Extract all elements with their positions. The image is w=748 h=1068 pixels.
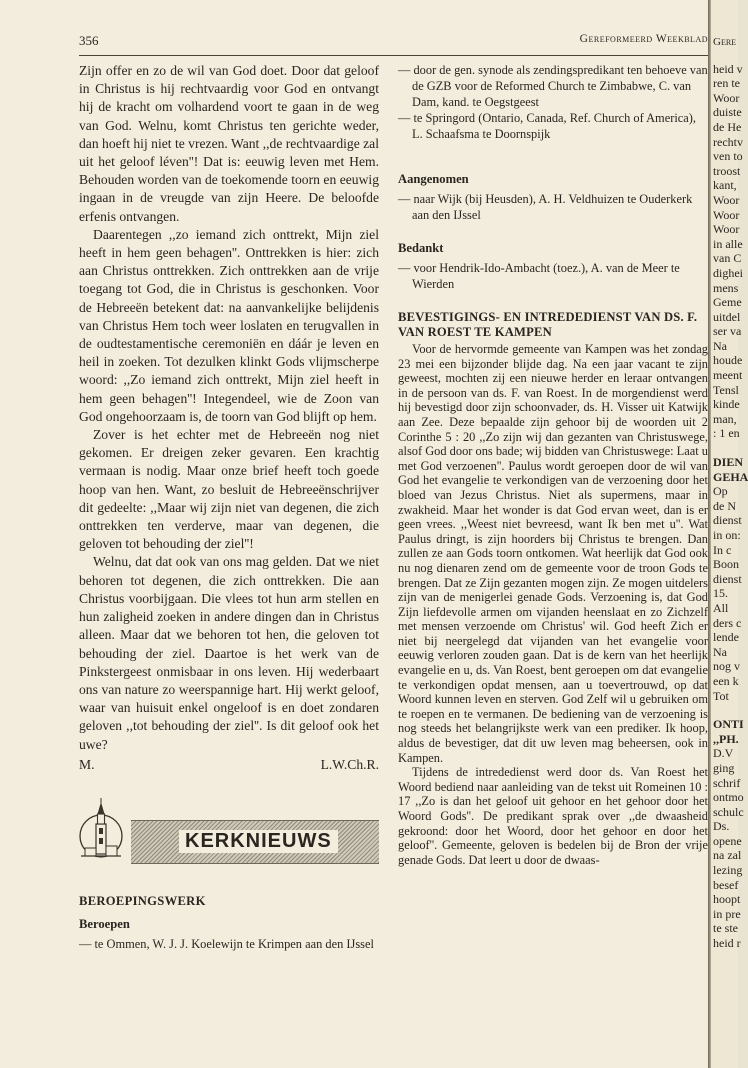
adjacent-text-fragment: dienst	[713, 571, 742, 586]
adjacent-text-fragment: Tot	[713, 688, 729, 703]
sub-heading: Aangenomen	[398, 172, 469, 186]
adjacent-text-fragment: Woor	[713, 222, 740, 237]
aangenomen-block	[398, 172, 708, 223]
article-title: BEVESTIGINGS- EN INTREDEDIENST VAN DS. F. VAN ROEST TE KAMPEN	[398, 310, 698, 339]
adjacent-text-fragment: de N	[713, 498, 736, 513]
adjacent-text-fragment: in pre	[713, 906, 741, 921]
adjacent-text-fragment: : 1 en	[713, 426, 740, 441]
adjacent-text-fragment: nog v	[713, 659, 740, 674]
adjacent-text-fragment: Woor	[713, 90, 740, 105]
signature	[79, 756, 379, 774]
adjacent-text-fragment: meent	[713, 368, 743, 383]
list-item: — naar Wijk (bij Heusden), A. H. Veldhuizen te Ouderkerk aan den IJssel	[398, 192, 693, 222]
right-column	[398, 62, 708, 1042]
adjacent-text-fragment: All	[713, 600, 729, 615]
adjacent-text-fragment: kinde	[713, 397, 740, 412]
adjacent-text-fragment: ders c	[713, 615, 742, 630]
article-paragraph: Tijdens de intrededienst werd door ds. Van Roest het Woord bediend naar aanleiding van de tekst uit Romeinen 10 : 17 ,,Zo is dan het geloof uit gehoor en het gehoor door het Woord Gods''. De predikant sprak over ,,de dwaasheid gekroond: door het Woord, door het gehoor en door het geloof''. Gemeente, geloven is bedelen bij de Bron der vrije genade Gods. Dat leert u door de dwaas-	[398, 765, 708, 867]
adjacent-text-fragment: besef	[713, 877, 739, 892]
list-item: — te Ommen, W. J. J. Koelewijn te Krimpen aan den IJssel	[79, 936, 374, 951]
adjacent-text-fragment: schrif	[713, 775, 741, 790]
adjacent-text-fragment: lende	[713, 630, 739, 645]
adjacent-text-fragment: ven to	[713, 149, 743, 164]
church-tower-icon	[79, 796, 123, 876]
list-item: — door de gen. synode als zendingspredikant ten behoeve van de GZB voor de Reformed Church te Zimbabwe, C. van Dam, kand. te Oegstgeest	[398, 63, 708, 109]
adjacent-text-fragment: D.V	[713, 746, 734, 761]
running-head: Gereformeerd Weekblad	[579, 33, 708, 45]
adjacent-text-fragment: In c	[713, 542, 732, 557]
sub-heading: Bedankt	[398, 241, 444, 255]
adjacent-text-fragment: opene	[713, 833, 742, 848]
adjacent-text-fragment: kant,	[713, 178, 737, 193]
adjacent-text-fragment: hoopt	[713, 892, 741, 907]
adjacent-text-fragment: troost	[713, 163, 741, 178]
adjacent-text-fragment: ser va	[713, 324, 742, 339]
adjacent-text-fragment: Ds.	[713, 819, 730, 834]
adjacent-text-fragment: na zal	[713, 848, 742, 863]
adjacent-text-fragment: ontmo	[713, 790, 744, 805]
page-header	[79, 33, 708, 53]
bedankt-block	[398, 241, 708, 292]
adjacent-text-fragment: ging	[713, 760, 735, 775]
adjacent-text-fragment: in on:	[713, 528, 741, 542]
beroepen-continued	[398, 62, 708, 142]
adjacent-text-fragment: een k	[713, 673, 739, 688]
adjacent-text-fragment: heid v	[713, 61, 743, 76]
adjacent-text-fragment: houde	[713, 353, 743, 368]
page-number: 356	[79, 33, 99, 48]
adjacent-running-head: Gere	[713, 36, 737, 48]
adjacent-text-fragment: DIEN	[713, 455, 744, 470]
sub-heading: Beroepen	[79, 916, 130, 931]
adjacent-text-fragment: ren te	[713, 76, 740, 91]
article-paragraph: Voor de hervormde gemeente van Kampen was het zondag 23 mei een bijzonder blijde dag. Na een jaar vacant te zijn geweest, mochten zij een nieuwe herder en leraar ontvangen in de persoon van ds. F. van Roest. In de morgendienst werd hij bevestigd door zijn schoonvader, ds. H. Visser uit Katwijk aan Zee. Deze bepaalde zijn gehoor bij de woorden uit 2 Corinthe 5 : 20 ,,Zo zijn wij dan gezanten van Christuswege, alsof God door ons bade; wij bidden van Christuswege: Laat u met God verzoenen''. Paulus wordt geroepen door de wil van God het evangelie te verkondigen van de verzoening door het bloed van Jezus Christus. Niet als supermens, maar in zwakheid. Maar het wonder is dat God ervan weet, dan is er geen vrees. ,,Weest niet bevreesd, want Ik ben met u''. Wat Paulus dringt, is zijn hoorders bij Christus te brengen. Dan zullen ze aan Gods toorn ontkomen. Wat heerlijk dat God ook nu nog dienaren zend om de gemeente voor de troon Gods te brengen. Dat ze Zijn gezanten mogen zijn. Ze mogen uitdelers zijn van de menigerlei genade Gods. Verzoening is, dat God Zijn liefdevolle armen om vijanden heenslaat en zo Zichzelf met mensen verzoende om Christus' wil. God heeft Zich er niet bij neergelegd dat vijanden van het evangelie voor eeuwig verloren zouden gaan. Dat is de kern van het heerlijk evangelie en u, ds. Van Roest, bent geroepen om dat evangelie te verkondigen opdat mensen, aan u toevertrouwd, op dat Woord kunnen leven en sterven. God Zelf wil u gebruiken om te roepen en te vermanen. De bediening van de verzoening is nog steeds het belangrijkste werk van een prediker. Ik hoop, aldus de bevestiger, dat dit uw leven mag beheersen, ook in Kampen.	[398, 342, 708, 765]
adjacent-text-fragment: GEHA	[713, 469, 748, 484]
left-column	[79, 62, 379, 1042]
section-heading: BEROEPINGSWERK	[79, 893, 206, 908]
adjacent-text-fragment: te ste	[713, 921, 738, 936]
adjacent-page-edge	[711, 0, 748, 1068]
adjacent-text-fragment: van C	[713, 251, 742, 266]
adjacent-text-fragment: heid r	[713, 936, 741, 951]
fragment-gap	[711, 441, 738, 455]
signature-initial: M.	[79, 756, 95, 772]
adjacent-text-fragment: duiste	[713, 105, 742, 120]
list-item: — voor Hendrik-Ido-Ambacht (toez.), A. van de Meer te Wierden	[398, 261, 680, 291]
paragraph: Zijn offer en zo de wil van God doet. Door dat geloof in Christus is hij rechtvaardig voor God en ontvangt hij de kracht om volhardend voort te gaan in de weg van God. Welnu, komt Christus ten gerichte weder, dan hoeft hij niet te vrezen. Want ,,de rechtvaardige zal uit het geloof léven''! Dat is: eeuwig leven met Hem. Behouden worden van de toekomende toorn en eeuwig ingaan in de vreugde van zijn Heere. De beloofde erfenis ontvangen.	[79, 63, 379, 224]
adjacent-text-fragment: lezing	[713, 863, 743, 878]
adjacent-text-fragment: schulc	[713, 804, 744, 819]
adjacent-text-fragment: dighei	[713, 265, 743, 280]
adjacent-text-fragment: mens	[713, 280, 739, 295]
adjacent-text-fragment: ,,PH.	[713, 731, 739, 746]
paragraph: Daarentegen ,,zo iemand zich onttrekt, Mijn ziel heeft in hem geen behagen''. Onttrekken is hier: zich aan Christus onttrekken. Zich onttrekken aan de vrije toegang tot God, die in Christus is geschonken. Voor de Hebreeën betekent dat: na aanvankelijke belijdenis van Christus Hem toch weer loslaten en terugvallen in de oudtestamentische ceremoniën en dáár je leven en heil in zoeken. Tot dezulken klinkt Gods vlijmscherpe woord: ,,Zo iemand zich onttrekt, Mijn ziel heeft in hem geen behagen''! Integendeel, wie de Zoon van God ongehoorzaam is, de toorn van God blijft op hem.	[79, 226, 379, 424]
banner-title: KERKNIEUWS	[179, 830, 338, 853]
adjacent-text-fragment: Na	[713, 644, 727, 659]
adjacent-text-fragment: dienst	[713, 513, 742, 528]
adjacent-text-fragment: Op	[713, 484, 728, 499]
paragraph: Zover is het echter met de Hebreeën nog niet gekomen. Er dreigen zeker gevaren. Een krachtig vermaan is nodig. Maar onze brief heeft toch goede hoop van hen. Want, zo besluit de Hebreeënschrijver dit gedeelte: ,,Maar wij zijn niet van degenen, die zich onttrekken ten verderve, maar van degenen, die geloven tot behouding der ziel''!	[79, 427, 379, 552]
adjacent-text-fragment: man,	[713, 411, 737, 426]
adjacent-text-fragment: Na	[713, 338, 727, 353]
adjacent-text-fragment: rechtv	[713, 134, 743, 149]
signature-author: L.W.Ch.R.	[320, 756, 379, 772]
adjacent-text-fragment: Woor	[713, 207, 740, 222]
adjacent-text-fragment: in alle	[713, 236, 743, 251]
adjacent-text-fragment: Woor	[713, 192, 740, 207]
adjacent-text-fragment: uitdel	[713, 309, 741, 324]
kerknieuws-banner	[79, 796, 379, 876]
fragment-gap	[711, 703, 738, 717]
adjacent-text-fragment: Tensl	[713, 382, 739, 397]
paragraph: Welnu, dat dat ook van ons mag gelden. Dat we niet behoren tot degenen, die zich onttrekken. Die aan Christus voorbijgaan. Die vlees tot hun arm stellen en hun zaligheid zoeken in andere dingen dan in Christus alleen. Maar dat we behoren tot hen, die geloven tot behouding der ziel. Daartoe is het werk van de Pinkstergeest onmisbaar in ons leven. Hij wederbaart ons van nature zo weerspannige hart. Hij werkt geloof, waar van huisuit enkel ongeloof is en doet zondaren geloven ,,tot behouding der ziel''. Is dit geloof ook het uwe?	[79, 554, 379, 752]
list-item: — te Springord (Ontario, Canada, Ref. Church of America), L. Schaafsma te Doornspijk	[398, 111, 696, 141]
adjacent-text-fragment: ONTI	[713, 717, 744, 732]
adjacent-text-fragment: Boon	[713, 557, 740, 572]
adjacent-text-fragment: Geme	[713, 295, 742, 310]
adjacent-text-fragments	[711, 61, 748, 951]
adjacent-text-fragment: de He	[713, 119, 742, 134]
header-rule	[79, 55, 708, 56]
adjacent-text-fragment: 15.	[713, 586, 728, 601]
